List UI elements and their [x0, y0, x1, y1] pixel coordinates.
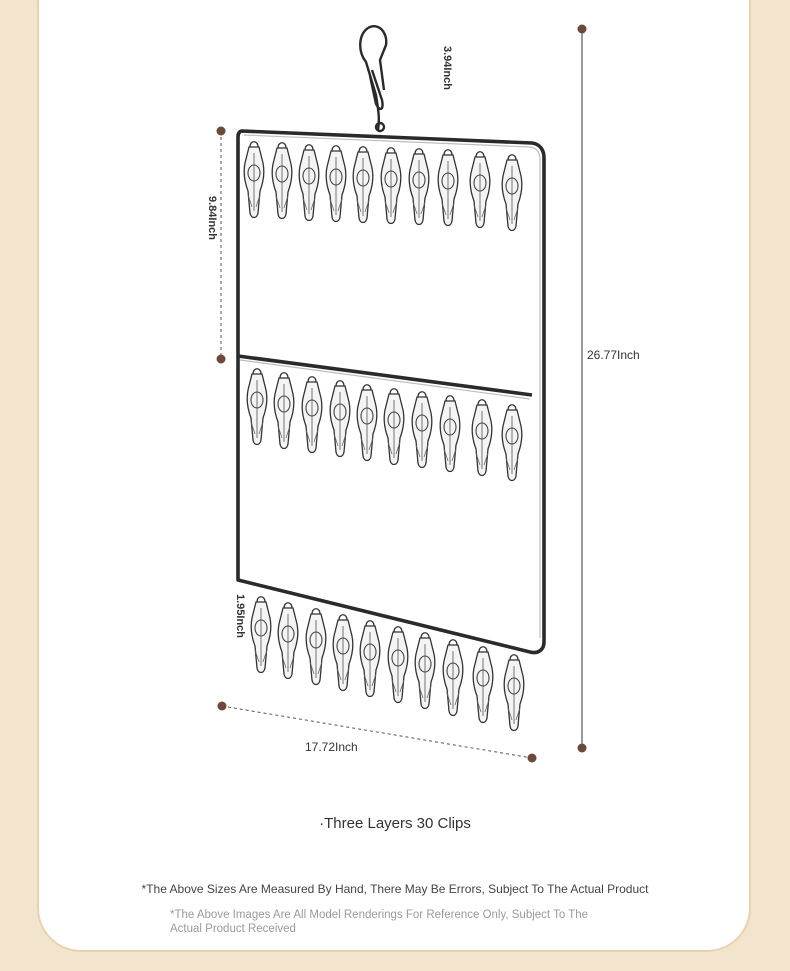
product-caption: ·Three Layers 30 Clips [319, 815, 471, 832]
width-label: 17.72Inch [305, 740, 358, 754]
hook-height-label: 3.94Inch [441, 45, 454, 91]
clip-row-1 [244, 142, 522, 231]
clip-row-2 [247, 369, 522, 481]
rendering-note: *The Above Images Are All Model Renderings For Reference Only, Subject To The Actual Product Received [170, 909, 589, 935]
measurement-note: *The Above Sizes Are Measured By Hand, There May Be Errors, Subject To The Actual Product [141, 882, 649, 896]
layer-spacing-label: 9.84Inch [206, 195, 219, 241]
total-height-label: 26.77Inch [587, 348, 640, 362]
hook-icon [360, 26, 386, 131]
clip-length-label: 1.95Inch [234, 593, 247, 639]
